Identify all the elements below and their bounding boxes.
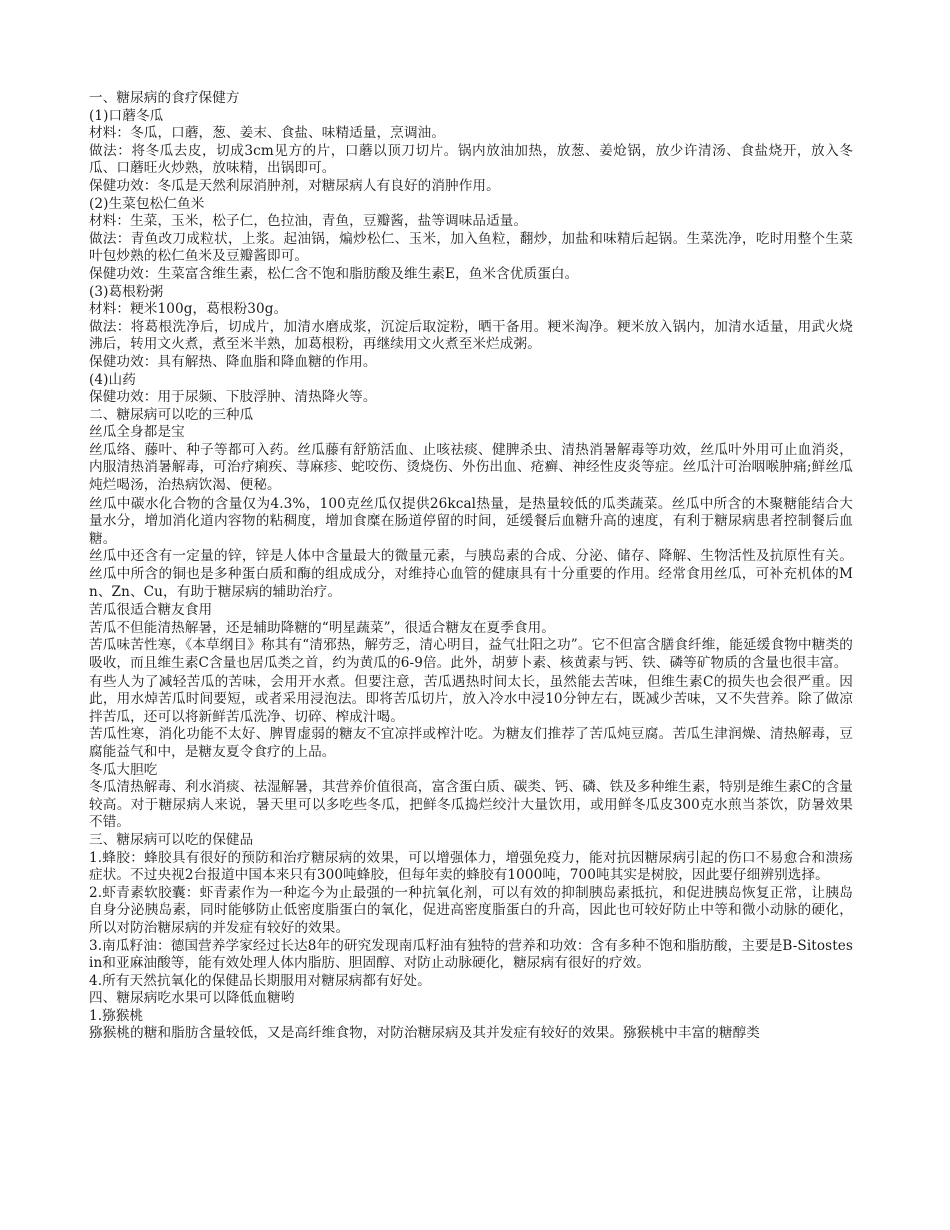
recipe-title-4: (4)山药 <box>89 371 136 388</box>
recipe-2-method: 做法：青鱼改刀成粒状，上浆。起油锅，煸炒松仁、玉米，加入鱼粒，翻炒，加盐和味精后起锅。生菜洗净，吃时用整个生菜叶包炒熟的松仁鱼米及豆瓣酱即可。 <box>89 230 853 265</box>
subheading-loofah: 丝瓜全身都是宝 <box>89 424 185 441</box>
section-heading-3: 三、糖尿病可以吃的保健品 <box>89 831 254 848</box>
section-heading-1: 一、糖尿病的食疗保健方 <box>89 90 240 106</box>
recipe-2-ingredients: 材料：生菜，玉米，松子仁，色拉油，青鱼，豆瓣酱，盐等调味品适量。 <box>89 213 528 230</box>
supplement-item-3: 3.南瓜籽油：德国营养学家经过长达8年的研究发现南瓜籽油有独特的营养和功效：含有多种不饱和脂肪酸，主要是B-Sitostesin和亚麻油酸等，能有效处理人体内脂肪、胆固醇、对防止动脉硬化，糖尿病有很好的疗效。 <box>89 937 853 972</box>
document-body <box>89 90 853 1043</box>
subheading-bitter-melon: 苦瓜很适合糖友食用 <box>89 602 213 619</box>
supplement-item-4: 4.所有天然抗氧化的保健品长期服用对糖尿病都有好处。 <box>89 972 431 989</box>
recipe-title-1: (1)口蘑冬瓜 <box>89 107 164 124</box>
recipe-2-benefit: 保健功效：生菜富含维生素，松仁含不饱和脂肪酸及维生素E，鱼米含优质蛋白。 <box>89 265 579 282</box>
paragraph-loofah-2: 丝瓜中碳水化合物的含量仅为4.3%，100克丝瓜仅提供26kcal热量，是热量较低的瓜类蔬菜。丝瓜中所含的木聚糖能结合大量水分，增加消化道内容物的粘稠度，增加食糜在肠道停留的时间，延缓餐后血糖升高的速度，有利于糖尿病患者控制餐后血糖。 <box>89 495 853 547</box>
recipe-4-benefit: 保健功效：用于尿频、下肢浮肿、清热降火等。 <box>89 389 377 406</box>
recipe-3-ingredients: 材料：粳米100g，葛根粉30g。 <box>89 301 288 318</box>
paragraph-loofah-1: 丝瓜络、藤叶、种子等都可入药。丝瓜藤有舒筋活血、止咳祛痰、健脾杀虫、清热消暑解毒等功效，丝瓜叶外用可止血消炎，内服清热消暑解毒，可治疗痢疾、荨麻疹、蛇咬伤、烫烧伤、外伤出血、疮癣、神经性皮炎等症。丝瓜汁可治咽喉肿痛;鲜丝瓜炖烂喝汤，治热病饮渴、便秘。 <box>89 441 853 494</box>
recipe-1-method: 做法：将冬瓜去皮，切成3cm见方的片，口蘑以顶刀切片。锅内放油加热，放葱、姜炝锅，放少许清汤、食盐烧开，放入冬瓜、口蘑旺火炒熟，放味精，出锅即可。 <box>89 142 853 177</box>
recipe-1-ingredients: 材料：冬瓜，口蘑，葱、姜末、食盐、味精适量，烹调油。 <box>89 125 446 142</box>
paragraph-bitter-melon-2: 苦瓜味苦性寒，《本草纲目》称其有“清邪热，解劳乏，清心明目，益气壮阳之功”。它不但富含膳食纤维，能延缓食物中糖类的吸收，而且维生素C含量也居瓜类之首，约为黄瓜的6-9倍。此外，胡萝卜素、核黄素与钙、铁、磷等矿物质的含量也很丰富。 <box>89 637 853 671</box>
recipe-3-benefit: 保健功效：具有解热、降血脂和降血糖的作用。 <box>89 353 377 370</box>
paragraph-bitter-melon-1: 苦瓜不但能清热解暑，还是辅助降糖的“明星蔬菜”，很适合糖友在夏季食用。 <box>89 619 555 636</box>
fruit-title-1: 1.猕猴桃 <box>89 1007 144 1024</box>
paragraph-kiwi: 猕猴桃的糖和脂肪含量较低，又是高纤维食物，对防治糖尿病及其并发症有较好的效果。猕猴桃中丰富的糖醇类 <box>89 1025 760 1042</box>
paragraph-bitter-melon-4: 苦瓜性寒，消化功能不太好、脾胃虚弱的糖友不宜凉拌或榨汁吃。为糖友们推荐了苦瓜炖豆腐。苦瓜生津润燥、清热解毒，豆腐能益气和中，是糖友夏令食疗的上品。 <box>89 726 853 760</box>
paragraph-loofah-3: 丝瓜中还含有一定量的锌，锌是人体中含量最大的微量元素，与胰岛素的合成、分泌、储存、降解、生物活性及抗原性有关。丝瓜中所含的铜也是多种蛋白质和酶的组成成分，对维持心血管的健康具有十分重要的作用。经常食用丝瓜，可补充机体的Mn、Zn、Cu，有助于糖尿病的辅助治疗。 <box>89 548 853 600</box>
paragraph-bitter-melon-3: 有些人为了减轻苦瓜的苦味，会用开水煮。但要注意，苦瓜遇热时间太长，虽然能去苦味，但维生素C的损失也会很严重。因此，用水焯苦瓜时间要短，或者采用浸泡法。即将苦瓜切片，放入冷水中浸10分钟左右，既减少苦味，又不失营养。除了做凉拌苦瓜，还可以将新鲜苦瓜洗净、切碎、榨成汁喝。 <box>89 673 853 725</box>
section-heading-2: 二、糖尿病可以吃的三种瓜 <box>89 406 254 423</box>
subheading-winter-melon: 冬瓜大胆吃 <box>89 761 158 778</box>
paragraph-winter-melon: 冬瓜清热解毒、利水消痰、祛湿解暑，其营养价值很高，富含蛋白质、碳类、钙、磷、铁及多种维生素，特别是维生素C的含量较高。对于糖尿病人来说，暑天里可以多吃些冬瓜，把鲜冬瓜捣烂绞汁大量饮用，或用鲜冬瓜皮300克水煎当茶饮，防暑效果不错。 <box>89 779 853 831</box>
supplement-item-2: 2.虾青素软胶囊：虾青素作为一种迄今为止最强的一种抗氧化剂，可以有效的抑制胰岛素抵抗，和促进胰岛恢复正常，让胰岛自身分泌胰岛素，同时能够防止低密度脂蛋白的氧化，促进高密度脂蛋白的升高，因此也可较好防止中等和微小动脉的硬化，所以对防治糖尿病的并发症有较好的效果。 <box>89 884 853 936</box>
section-heading-4: 四、糖尿病吃水果可以降低血糖哟 <box>89 990 295 1007</box>
recipe-1-benefit: 保健功效：冬瓜是天然利尿消肿剂，对糖尿病人有良好的消肿作用。 <box>89 177 500 194</box>
supplement-item-1: 1.蜂胶：蜂胶具有很好的预防和治疗糖尿病的效果，可以增强体力，增强免疫力，能对抗因糖尿病引起的伤口不易愈合和溃疡症状。不过央视2台报道中国本来只有300吨蜂胶，但每年卖的蜂胶有1000吨，700吨其实是树胶，因此要仔细辨别选择。 <box>89 849 853 884</box>
recipe-3-method: 做法：将葛根洗净后，切成片，加清水磨成浆，沉淀后取淀粉，晒干备用。粳米淘净。粳米放入锅内，加清水适量，用武火烧沸后，转用文火煮，煮至米半熟，加葛根粉，再继续用文火煮至米烂成粥。 <box>89 318 853 353</box>
recipe-title-2: (2)生菜包松仁鱼米 <box>89 195 205 212</box>
recipe-title-3: (3)葛根粉粥 <box>89 283 164 300</box>
